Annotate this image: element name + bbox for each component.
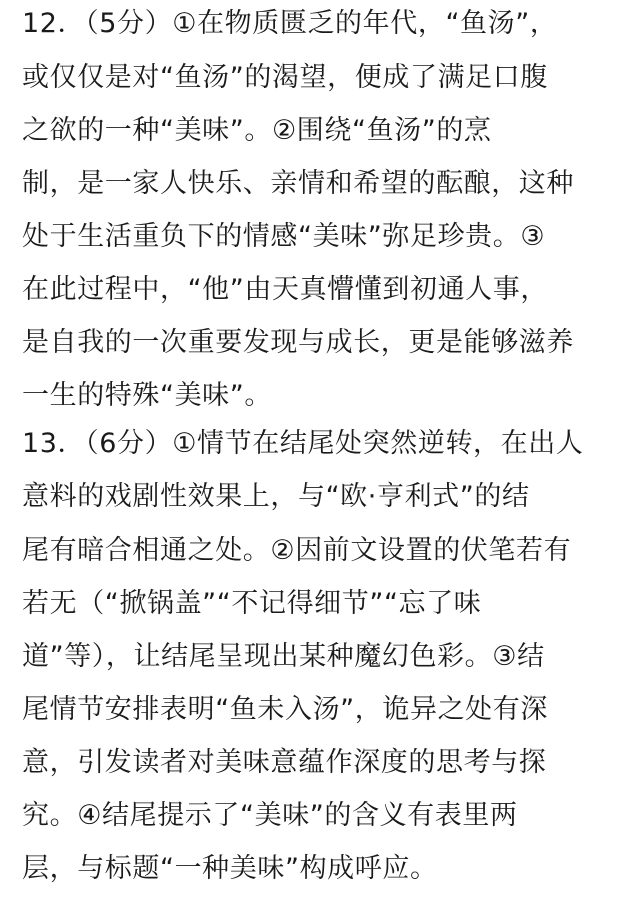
text-line: 尾有暗合相通之处。②因前文设置的伏笔若有	[22, 535, 572, 566]
text-line: 处于生活重负下的情感“美味”弥足珍贵。③	[22, 221, 546, 252]
text-line: 13．（6分）①情节在结尾处突然逆转，在出人	[22, 428, 584, 459]
text-line: 12．（5分）①在物质匮乏的年代，“鱼汤”，	[22, 8, 558, 39]
text-line: 是自我的一次重要发现与成长，更是能够滋养	[22, 327, 574, 358]
text-line: 意料的戏剧性效果上，与“欧·亨利式”的结	[22, 481, 530, 512]
text-line: 究。④结尾提示了“美味”的含义有表里两	[22, 800, 518, 831]
text-line: 或仅仅是对“鱼汤”的渴望，便成了满足口腹	[22, 62, 548, 93]
text-line: 制，是一家人快乐、亲情和希望的酝酿，这种	[22, 168, 574, 199]
text-line: 一生的特殊“美味”。	[22, 380, 272, 411]
text-line: 在此过程中，“他”由天真懵懂到初通人事，	[22, 274, 548, 305]
text-line: 意，引发读者对美味意蕴作深度的思考与探	[22, 747, 547, 778]
text-line: 之欲的一种“美味”。②围绕“鱼汤”的烹	[22, 115, 492, 146]
text-line: 尾情节安排表明“鱼未入汤”，诡异之处有深	[22, 694, 548, 725]
text-line: 层，与标题“一种美味”构成呼应。	[22, 853, 438, 884]
text-line: 若无（“掀锅盖”“不记得细节”“忘了味	[22, 588, 482, 619]
text-line: 道”等），让结尾呈现出某种魔幻色彩。③结	[22, 641, 545, 672]
